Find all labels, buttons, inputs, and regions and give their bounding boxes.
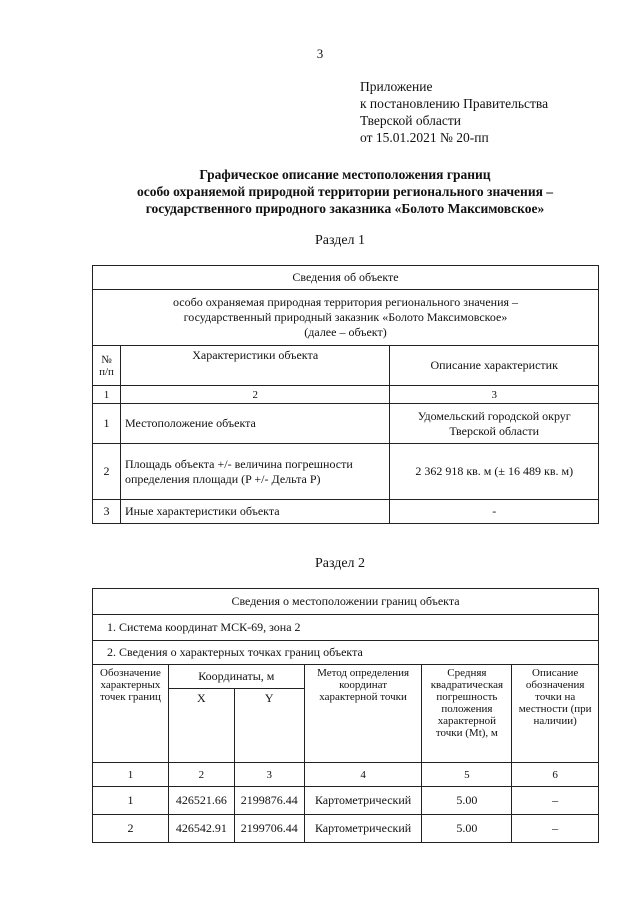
- point-description: –: [512, 787, 599, 815]
- row-desc: Удомельский городской округ Тверской области: [390, 404, 599, 444]
- object-line: государственный природный заказник «Болото Максимовское»: [183, 310, 508, 324]
- object-line: (далее – объект): [304, 325, 387, 339]
- coord-y: 2199706.44: [234, 815, 304, 843]
- index-cell: 3: [390, 386, 599, 404]
- point-id: 2: [93, 815, 169, 843]
- page-number: 3: [316, 46, 324, 61]
- object-line: особо охраняемая природная территория регионального значения –: [172, 295, 519, 309]
- table-row: [93, 404, 599, 444]
- index-cell: 1: [93, 763, 169, 787]
- title-line: государственного природного заказника «Болото Максимовское»: [145, 201, 545, 216]
- col-description: Описание обозначения точки на местности (при наличии): [512, 665, 599, 763]
- appendix-line: от 15.01.2021 № 20-пп: [360, 130, 489, 145]
- coord-x: 426542.91: [168, 815, 234, 843]
- row-desc: 2 362 918 кв. м (± 16 489 кв. м): [390, 444, 599, 500]
- object-info-table: [92, 265, 599, 524]
- col-designation: Обозначение характерных точек границ: [93, 665, 169, 763]
- accuracy: 5.00: [422, 815, 512, 843]
- row-num: 3: [93, 500, 121, 524]
- col-x: X: [168, 689, 234, 763]
- col-char-header: Характеристики объекта: [120, 346, 389, 386]
- appendix-block: [360, 78, 548, 146]
- row-desc: -: [390, 500, 599, 524]
- index-cell: 6: [512, 763, 599, 787]
- appendix-line: к постановлению Правительства: [360, 96, 549, 111]
- col-coords: Координаты, м: [168, 665, 304, 689]
- index-cell: 5: [422, 763, 512, 787]
- col-num-header: № п/п: [93, 346, 121, 386]
- coord-system: 1. Система координат МСК-69, зона 2: [93, 615, 599, 641]
- section1-heading: Раздел 1: [314, 233, 366, 248]
- object-name-cell: [93, 290, 599, 346]
- row-num: 1: [93, 404, 121, 444]
- index-cell: 2: [120, 386, 389, 404]
- row-num: 2: [93, 444, 121, 500]
- row-char: Площадь объекта +/- величина погрешности определения площади (P +/- Дельта P): [120, 444, 389, 500]
- table-row: [93, 444, 599, 500]
- table-row: [93, 787, 599, 815]
- boundary-table: [92, 588, 599, 843]
- point-description: –: [512, 815, 599, 843]
- table-row: [93, 815, 599, 843]
- table-row: [93, 500, 599, 524]
- row-char: Местоположение объекта: [120, 404, 389, 444]
- index-cell: 3: [234, 763, 304, 787]
- title-line: Графическое описание местоположения границ: [199, 167, 491, 182]
- coord-x: 426521.66: [168, 787, 234, 815]
- col-desc-header: Описание характеристик: [390, 346, 599, 386]
- table-header: Сведения о местоположении границ объекта: [93, 589, 599, 615]
- col-method: Метод определения координат характерной точки: [304, 665, 422, 763]
- title-line: особо охраняемой природной территории регионального значения –: [136, 184, 554, 199]
- method: Картометрический: [304, 787, 422, 815]
- section2-heading: Раздел 2: [314, 556, 366, 571]
- table-header: Сведения об объекте: [93, 266, 599, 290]
- appendix-line: Тверской области: [360, 113, 461, 128]
- index-cell: 2: [168, 763, 234, 787]
- index-cell: 4: [304, 763, 422, 787]
- col-y: Y: [234, 689, 304, 763]
- points-header: 2. Сведения о характерных точках границ объекта: [93, 641, 599, 665]
- point-id: 1: [93, 787, 169, 815]
- appendix-line: Приложение: [360, 79, 433, 94]
- row-char: Иные характеристики объекта: [120, 500, 389, 524]
- document-title: [60, 166, 630, 217]
- coord-y: 2199876.44: [234, 787, 304, 815]
- method: Картометрический: [304, 815, 422, 843]
- index-cell: 1: [93, 386, 121, 404]
- accuracy: 5.00: [422, 787, 512, 815]
- col-accuracy: Средняя квадратическая погрешность положения характерной точки (Mt), м: [422, 665, 512, 763]
